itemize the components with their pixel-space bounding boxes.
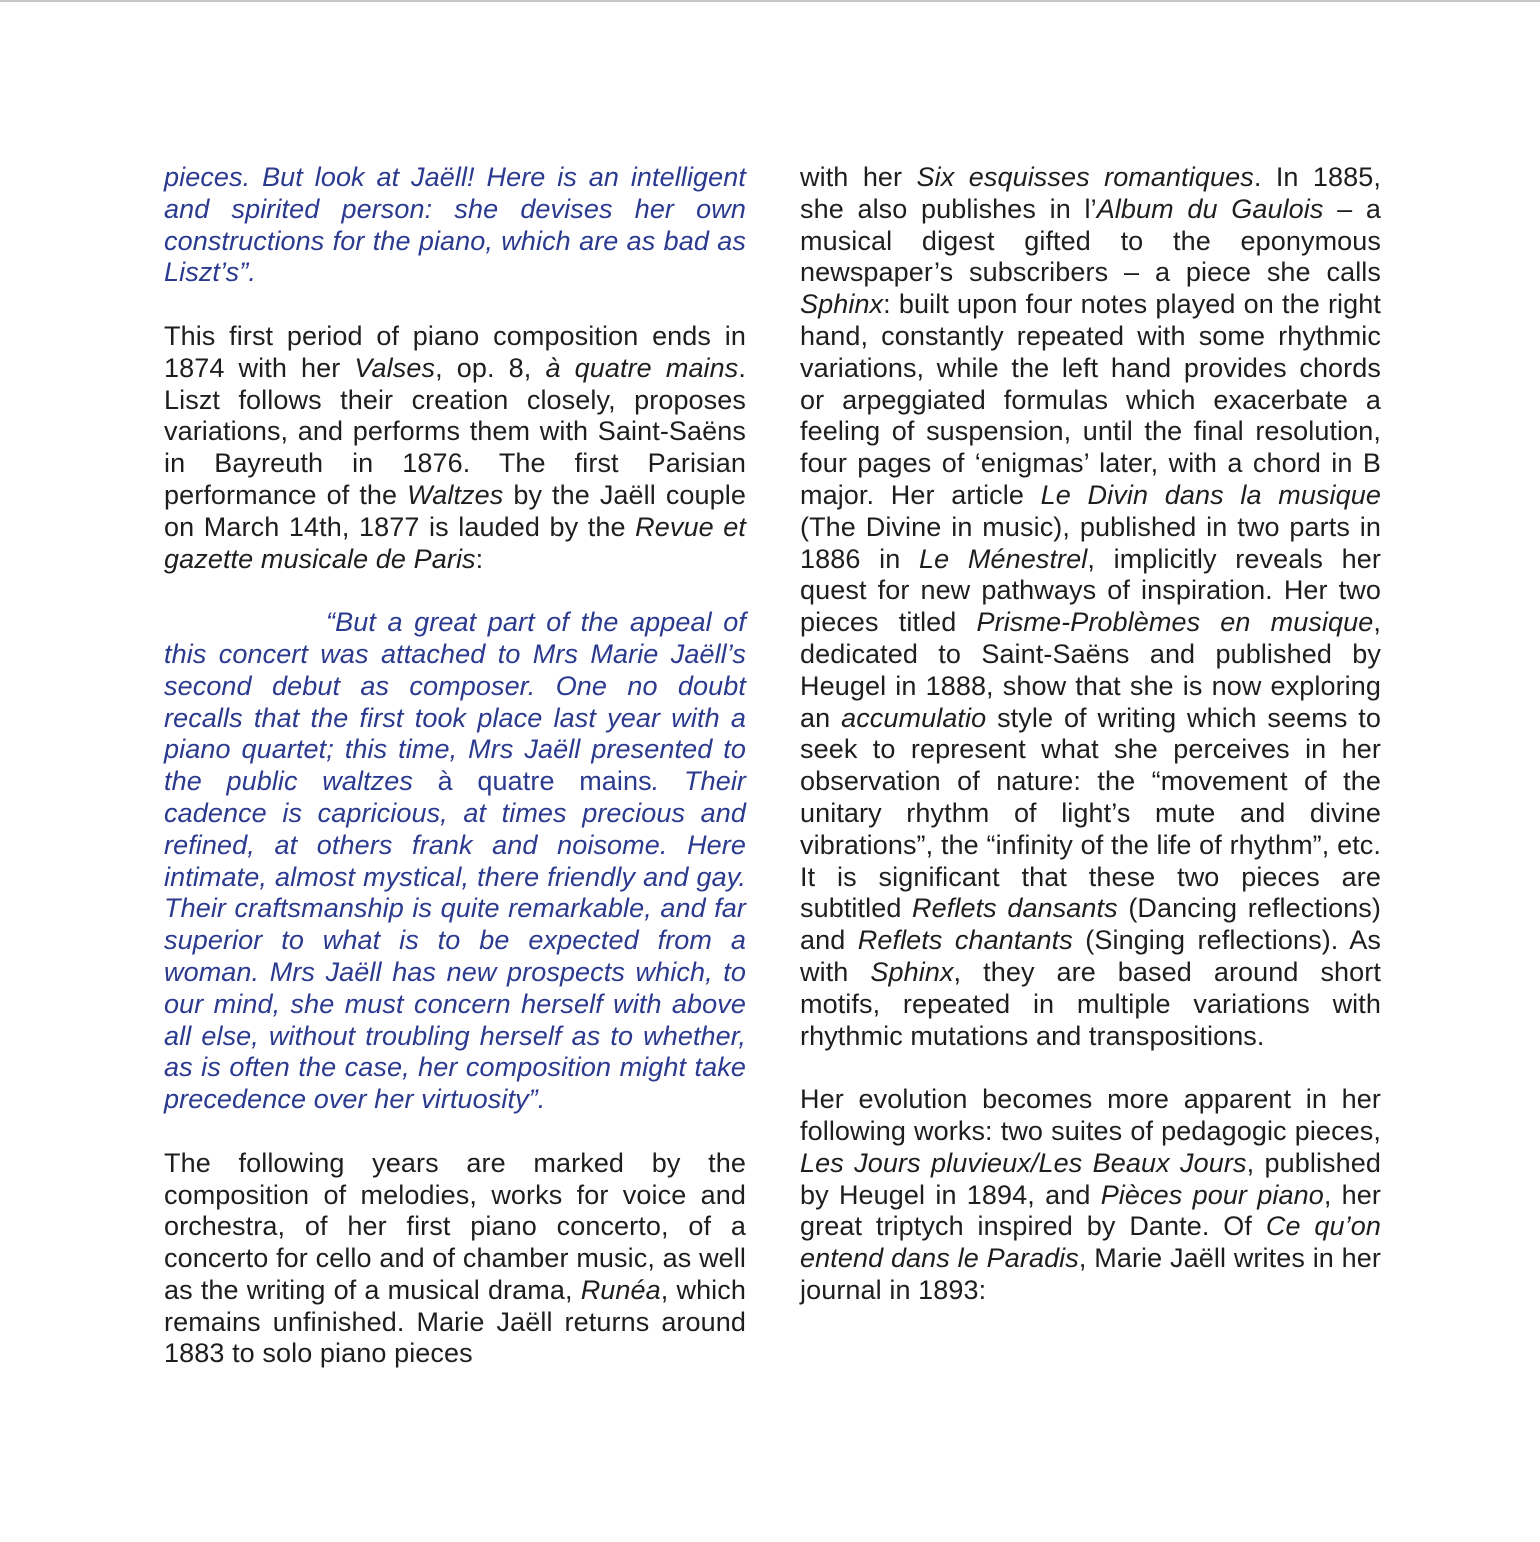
text-run: , dedicated to Saint-Saëns and published by Heugel in 1888, show that she is now exploring an	[800, 607, 1381, 733]
publication-title: Revue et gazette musicale de Paris	[164, 511, 746, 574]
work-title: Runéa	[580, 1274, 661, 1305]
paragraph-sphinx	[800, 162, 1381, 1052]
latin-term: accumulatio	[841, 702, 987, 733]
quote-text: . Their cadence is capricious, at times precious and refined, at others frank and noisome. Here intimate, almost mystical, there friendly and gay. Their craftsmanship is quite remarkable, and far superior to what is to be expected from a woman. Mrs Jaëll has new prospects which, to our mind, she must concern herself with above all else, without troubling herself as to whether, as is often the case, her composition might take precedence over her virtuosity”.	[164, 766, 747, 1115]
article-title: Le Divin dans la musique	[1040, 479, 1381, 510]
text-run: (Dancing reflections) and	[800, 893, 1381, 956]
text-run: with her	[800, 162, 917, 192]
text-run: , Marie Jaëll writes in her journal in 1893:	[800, 1243, 1381, 1305]
text-run: , they are based around short motifs, repeated in multiple variations with rhythmic mutations and transpositions.	[800, 956, 1381, 1051]
quote-revue-gazette	[164, 607, 746, 1116]
text-run: The following years are marked by the composition of melodies, works for voice and orchestra, of her first piano concerto, of a concerto for cello and of chamber music, as well as the writing of a musical drama,	[164, 1147, 746, 1305]
work-title: Waltzes	[407, 479, 504, 510]
work-title: Valses	[354, 352, 436, 383]
right-column	[800, 162, 1381, 1338]
text-run: (Singing reflections). As with	[800, 925, 1381, 987]
text-run: This first period of piano composition ends in 1874 with her	[164, 320, 746, 383]
text-run: (The Divine in music), published in two parts in 1886 in	[800, 511, 1381, 574]
work-title: Pièces pour piano	[1100, 1179, 1324, 1210]
text-run: . In 1885, she also publishes in l’	[800, 162, 1381, 224]
top-border-line	[0, 0, 1540, 2]
work-title: à quatre mains	[545, 352, 739, 383]
quote-liszt-constructions	[164, 162, 746, 289]
work-title: Reflets chantants	[857, 925, 1073, 956]
work-title: Reflets dansants	[912, 893, 1118, 924]
text-run: – a musical digest gifted to the eponymous newspaper’s subscribers – a piece she calls	[800, 193, 1382, 288]
left-column	[164, 162, 746, 1402]
work-title: Prisme-Problèmes en musique	[976, 607, 1374, 638]
quote-roman-text: à quatre mains	[437, 766, 652, 797]
text-run: . Liszt follows their creation closely, proposes variations, and performs them with Saint-Saëns in Bayreuth in 1876. The first Parisian performance of the	[164, 352, 746, 510]
text-run: by the Jaëll couple on March 14th, 1877 is lauded by the	[164, 479, 746, 542]
quote-text: “But a great part of the appeal of this concert was attached to Mrs Marie Jaëll’s second debut as composer. One no doubt recalls that the first took place last year with a piano quartet; this time, Mrs Jaëll presented to the public waltzes	[164, 607, 746, 797]
paragraph-evolution	[800, 1084, 1381, 1307]
text-run: , published by Heugel in 1894, and	[800, 1147, 1381, 1210]
publication-title: Le Ménestrel	[919, 543, 1088, 574]
text-run: , which remains unfinished. Marie Jaëll returns around 1883 to solo piano pieces	[164, 1274, 746, 1369]
work-title: Ce qu’on entend dans le Paradis	[800, 1211, 1381, 1274]
text-run: , implicitly reveals her quest for new pathways of inspiration. Her two pieces titled	[800, 543, 1382, 638]
work-title: Sphinx	[870, 956, 954, 987]
text-run: Her evolution becomes more apparent in her following works: two suites of pedagogic pieces,	[800, 1084, 1381, 1146]
text-run: , op. 8,	[435, 352, 546, 383]
text-run: , her great triptych inspired by Dante. Of	[800, 1179, 1381, 1242]
publication-title: Album du Gaulois	[1096, 193, 1324, 224]
work-title: Six esquisses romantiques	[916, 162, 1254, 192]
quote-text: pieces. But look at Jaëll! Here is an intelligent and spirited person: she devises her own constructions for the piano, which are as bad as Liszt’s”.	[164, 162, 746, 288]
work-title: Sphinx	[800, 289, 884, 320]
text-run: :	[475, 543, 484, 574]
text-run: style of writing which seems to seek to represent what she perceives in her observation of nature: the “movement of the unitary rhythm of light’s mute and divine vibrations”, the “infinity of the life of rhythm”, etc. It is significant that these two pieces are subtitled	[800, 702, 1381, 924]
paragraph-following-years	[164, 1148, 746, 1371]
work-title: Les Jours pluvieux/Les Beaux Jours	[800, 1147, 1247, 1178]
text-run: : built upon four notes played on the right hand, constantly repeated with some rhythmic variations, while the left hand provides chords or arpeggiated formulas which exacerbate a feeling of suspension, until the final resolution, four pages of ‘enigmas’ later, with a chord in B major. Her article	[800, 289, 1381, 510]
paragraph-first-period	[164, 321, 746, 575]
